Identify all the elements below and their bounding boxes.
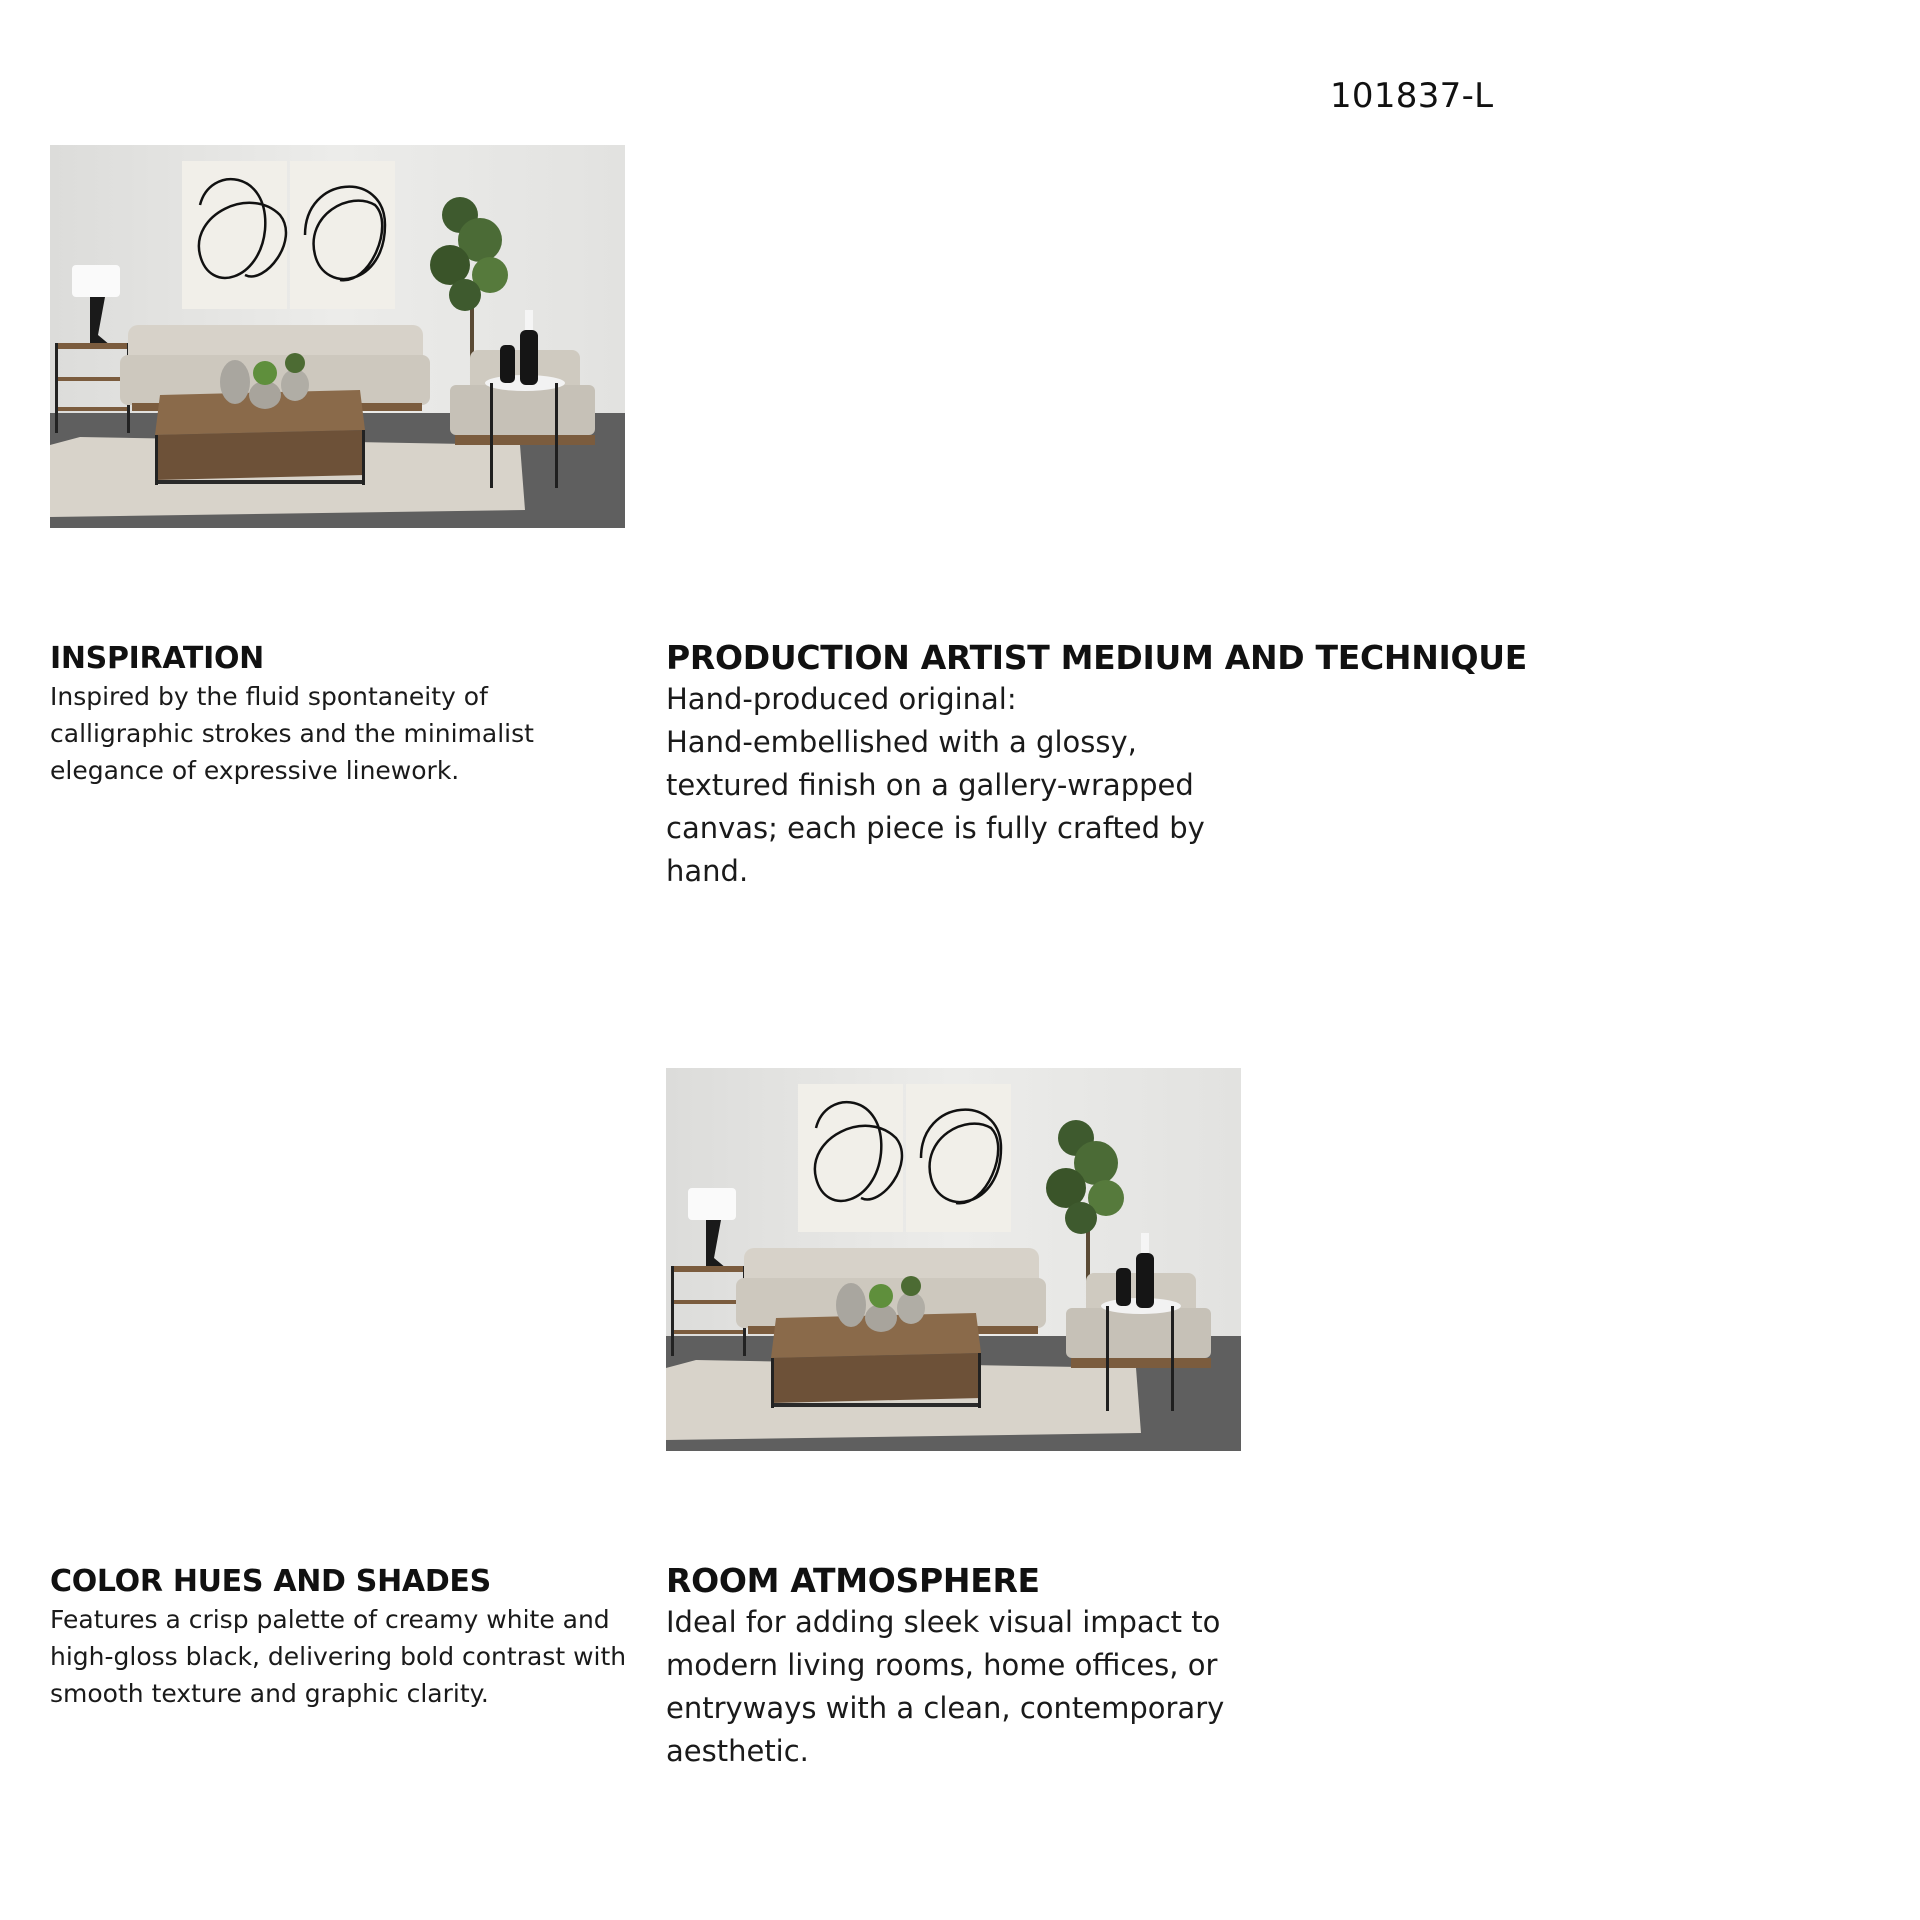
production-line-1: Hand-produced original: [666,682,1017,716]
living-room-photo [50,145,625,528]
product-code: 101837-L [1330,76,1494,116]
production-text [666,678,1226,893]
production-description: Hand-embellished with a glossy, textured finish on a gallery-wrapped canvas; each piece is fully crafted by hand. [666,725,1205,888]
room-atmosphere-text: Ideal for adding sleek visual impact to modern living rooms, home offices, or entryways with a clean, contemporary aesthetic. [666,1605,1225,1768]
color-text: Features a crisp palette of creamy white and high-gloss black, delivering bold contrast with smooth texture and graphic clarity. [50,1605,627,1708]
inspiration-title: INSPIRATION [50,641,264,676]
room-atmosphere-title: ROOM ATMOSPHERE [666,1561,1040,1600]
production-title: PRODUCTION ARTIST MEDIUM AND TECHNIQUE [666,638,1528,677]
inspiration-text: Inspired by the fluid spontaneity of calligraphic strokes and the minimalist elegance of expressive linework. [50,682,534,785]
color-title: COLOR HUES AND SHADES [50,1564,491,1599]
living-room-photo [666,1068,1241,1451]
